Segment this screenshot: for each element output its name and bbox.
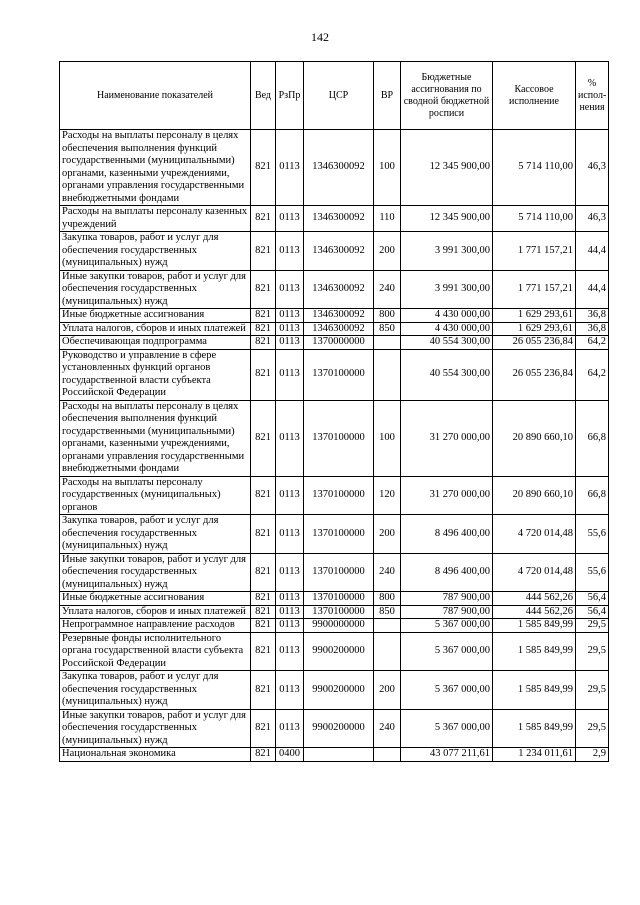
row-percent: 46,3 — [576, 206, 609, 232]
row-cash: 5 714 110,00 — [493, 206, 576, 232]
row-cash: 1 629 293,61 — [493, 322, 576, 336]
row-csr: 1346300092 — [304, 130, 374, 206]
row-csr: 1370100000 — [304, 553, 374, 592]
row-name: Закупка товаров, работ и услуг для обеспечения государственных (муниципальных) нужд — [60, 515, 251, 554]
row-assigned: 3 991 300,00 — [401, 232, 493, 271]
row-rzpr: 0113 — [276, 619, 304, 633]
row-vr: 200 — [374, 515, 401, 554]
row-cash: 1 629 293,61 — [493, 309, 576, 323]
row-name: Иные бюджетные ассигнования — [60, 309, 251, 323]
row-percent: 29,5 — [576, 632, 609, 671]
row-name: Закупка товаров, работ и услуг для обеспечения государственных (муниципальных) нужд — [60, 232, 251, 271]
table-header-row — [60, 62, 609, 130]
row-cash: 4 720 014,48 — [493, 515, 576, 554]
row-ved: 821 — [251, 619, 276, 633]
table-row — [60, 709, 609, 748]
header-percent: % испол-нения — [576, 62, 609, 130]
table-row — [60, 592, 609, 606]
row-rzpr: 0113 — [276, 130, 304, 206]
row-csr: 1346300092 — [304, 309, 374, 323]
row-csr: 1346300092 — [304, 322, 374, 336]
row-percent: 55,6 — [576, 553, 609, 592]
table-row — [60, 476, 609, 515]
row-cash: 20 890 660,10 — [493, 400, 576, 476]
row-vr: 800 — [374, 309, 401, 323]
row-ved: 821 — [251, 605, 276, 619]
row-ved: 821 — [251, 515, 276, 554]
row-percent: 36,8 — [576, 322, 609, 336]
row-cash: 1 771 157,21 — [493, 232, 576, 271]
row-csr: 1346300092 — [304, 206, 374, 232]
row-assigned: 8 496 400,00 — [401, 553, 493, 592]
row-ved: 821 — [251, 130, 276, 206]
row-assigned: 5 367 000,00 — [401, 632, 493, 671]
row-rzpr: 0113 — [276, 632, 304, 671]
row-vr: 850 — [374, 322, 401, 336]
row-rzpr: 0113 — [276, 515, 304, 554]
row-assigned: 4 430 000,00 — [401, 309, 493, 323]
row-ved: 821 — [251, 553, 276, 592]
row-rzpr: 0113 — [276, 400, 304, 476]
row-name: Резервные фонды исполнительного органа государственной власти субъекта Российской Федерации — [60, 632, 251, 671]
row-ved: 821 — [251, 632, 276, 671]
row-assigned: 31 270 000,00 — [401, 400, 493, 476]
row-ved: 821 — [251, 322, 276, 336]
row-vr: 100 — [374, 400, 401, 476]
row-rzpr: 0113 — [276, 270, 304, 309]
row-csr: 1370100000 — [304, 605, 374, 619]
header-assigned: Бюджетные ассигнования по сводной бюджетной росписи — [401, 62, 493, 130]
row-cash: 444 562,26 — [493, 605, 576, 619]
row-percent: 29,5 — [576, 671, 609, 710]
row-assigned: 31 270 000,00 — [401, 476, 493, 515]
row-percent: 2,9 — [576, 748, 609, 762]
table-row — [60, 671, 609, 710]
header-cash: Кассовое исполнение — [493, 62, 576, 130]
row-name: Закупка товаров, работ и услуг для обеспечения государственных (муниципальных) нужд — [60, 671, 251, 710]
row-assigned: 40 554 300,00 — [401, 349, 493, 400]
row-vr: 850 — [374, 605, 401, 619]
table-row — [60, 605, 609, 619]
row-csr: 1346300092 — [304, 270, 374, 309]
row-cash: 1 585 849,99 — [493, 671, 576, 710]
row-cash: 20 890 660,10 — [493, 476, 576, 515]
row-name: Расходы на выплаты персоналу в целях обеспечения выполнения функций государственными (муниципальными) органами, казенными учреждениями, органами управления государственными внебюджетными фондами — [60, 400, 251, 476]
table-row — [60, 632, 609, 671]
row-ved: 821 — [251, 349, 276, 400]
row-ved: 821 — [251, 671, 276, 710]
row-csr: 1370100000 — [304, 349, 374, 400]
row-vr: 120 — [374, 476, 401, 515]
row-assigned: 12 345 900,00 — [401, 206, 493, 232]
table-row — [60, 130, 609, 206]
table-row — [60, 322, 609, 336]
row-name: Иные закупки товаров, работ и услуг для обеспечения государственных (муниципальных) нужд — [60, 270, 251, 309]
row-vr: 110 — [374, 206, 401, 232]
row-percent: 55,6 — [576, 515, 609, 554]
row-assigned: 4 430 000,00 — [401, 322, 493, 336]
row-vr — [374, 748, 401, 762]
row-percent: 46,3 — [576, 130, 609, 206]
table-row — [60, 553, 609, 592]
row-name: Обеспечивающая подпрограмма — [60, 336, 251, 350]
row-name: Руководство и управление в сфере установленных функций органов государственной власти субъекта Российской Федерации — [60, 349, 251, 400]
row-ved: 821 — [251, 232, 276, 271]
row-rzpr: 0113 — [276, 476, 304, 515]
header-ved: Вед — [251, 62, 276, 130]
row-percent: 44,4 — [576, 232, 609, 271]
row-ved: 821 — [251, 709, 276, 748]
header-rzpr: РзПр — [276, 62, 304, 130]
row-ved: 821 — [251, 592, 276, 606]
row-assigned: 5 367 000,00 — [401, 671, 493, 710]
row-ved: 821 — [251, 309, 276, 323]
row-vr: 200 — [374, 232, 401, 271]
row-cash: 1 585 849,99 — [493, 632, 576, 671]
row-rzpr: 0113 — [276, 605, 304, 619]
row-percent: 66,8 — [576, 476, 609, 515]
row-assigned: 12 345 900,00 — [401, 130, 493, 206]
row-csr: 1370100000 — [304, 592, 374, 606]
header-name: Наименование показателей — [60, 62, 251, 130]
row-rzpr: 0113 — [276, 336, 304, 350]
row-csr: 9900200000 — [304, 632, 374, 671]
table-row — [60, 232, 609, 271]
row-rzpr: 0113 — [276, 349, 304, 400]
row-cash: 1 234 011,61 — [493, 748, 576, 762]
row-csr: 1370000000 — [304, 336, 374, 350]
row-csr: 9900200000 — [304, 671, 374, 710]
row-csr: 1346300092 — [304, 232, 374, 271]
header-vr: ВР — [374, 62, 401, 130]
row-name: Уплата налогов, сборов и иных платежей — [60, 605, 251, 619]
row-rzpr: 0113 — [276, 322, 304, 336]
row-name: Национальная экономика — [60, 748, 251, 762]
row-percent: 66,8 — [576, 400, 609, 476]
row-percent: 36,8 — [576, 309, 609, 323]
row-percent: 44,4 — [576, 270, 609, 309]
row-cash: 26 055 236,84 — [493, 349, 576, 400]
row-percent: 56,4 — [576, 605, 609, 619]
budget-table — [59, 61, 609, 762]
row-rzpr: 0113 — [276, 232, 304, 271]
row-assigned: 40 554 300,00 — [401, 336, 493, 350]
row-vr: 240 — [374, 709, 401, 748]
row-name: Иные бюджетные ассигнования — [60, 592, 251, 606]
row-rzpr: 0400 — [276, 748, 304, 762]
row-vr — [374, 619, 401, 633]
table-row — [60, 270, 609, 309]
row-vr: 240 — [374, 270, 401, 309]
row-assigned: 5 367 000,00 — [401, 619, 493, 633]
table-row — [60, 309, 609, 323]
row-vr — [374, 336, 401, 350]
row-ved: 821 — [251, 476, 276, 515]
row-csr — [304, 748, 374, 762]
row-name: Иные закупки товаров, работ и услуг для обеспечения государственных (муниципальных) нужд — [60, 553, 251, 592]
row-assigned: 8 496 400,00 — [401, 515, 493, 554]
row-ved: 821 — [251, 270, 276, 309]
row-assigned: 3 991 300,00 — [401, 270, 493, 309]
table-row — [60, 336, 609, 350]
row-percent: 29,5 — [576, 709, 609, 748]
row-cash: 1 585 849,99 — [493, 619, 576, 633]
row-rzpr: 0113 — [276, 206, 304, 232]
row-name: Иные закупки товаров, работ и услуг для обеспечения государственных (муниципальных) нужд — [60, 709, 251, 748]
row-name: Уплата налогов, сборов и иных платежей — [60, 322, 251, 336]
row-vr — [374, 349, 401, 400]
row-vr: 800 — [374, 592, 401, 606]
row-ved: 821 — [251, 400, 276, 476]
row-rzpr: 0113 — [276, 309, 304, 323]
row-cash: 1 585 849,99 — [493, 709, 576, 748]
row-vr: 100 — [374, 130, 401, 206]
row-ved: 821 — [251, 206, 276, 232]
row-assigned: 787 900,00 — [401, 592, 493, 606]
row-vr — [374, 632, 401, 671]
row-rzpr: 0113 — [276, 553, 304, 592]
header-csr: ЦСР — [304, 62, 374, 130]
row-csr: 1370100000 — [304, 476, 374, 515]
row-cash: 4 720 014,48 — [493, 553, 576, 592]
table-row — [60, 619, 609, 633]
row-name: Расходы на выплаты персоналу казенных учреждений — [60, 206, 251, 232]
row-percent: 56,4 — [576, 592, 609, 606]
table-row — [60, 400, 609, 476]
table-row — [60, 748, 609, 762]
row-vr: 240 — [374, 553, 401, 592]
row-percent: 64,2 — [576, 336, 609, 350]
row-percent: 64,2 — [576, 349, 609, 400]
row-percent: 29,5 — [576, 619, 609, 633]
row-rzpr: 0113 — [276, 709, 304, 748]
row-ved: 821 — [251, 336, 276, 350]
row-rzpr: 0113 — [276, 671, 304, 710]
row-ved: 821 — [251, 748, 276, 762]
row-assigned: 43 077 211,61 — [401, 748, 493, 762]
row-csr: 9900200000 — [304, 709, 374, 748]
table-row — [60, 515, 609, 554]
row-csr: 1370100000 — [304, 400, 374, 476]
row-name: Непрограммное направление расходов — [60, 619, 251, 633]
row-cash: 1 771 157,21 — [493, 270, 576, 309]
table-row — [60, 206, 609, 232]
page-number: 142 — [311, 30, 329, 44]
table-row — [60, 349, 609, 400]
row-csr: 9900000000 — [304, 619, 374, 633]
row-assigned: 787 900,00 — [401, 605, 493, 619]
row-cash: 444 562,26 — [493, 592, 576, 606]
row-cash: 5 714 110,00 — [493, 130, 576, 206]
row-cash: 26 055 236,84 — [493, 336, 576, 350]
row-name: Расходы на выплаты персоналу в целях обеспечения выполнения функций государственными (муниципальными) органами, казенными учреждениями, органами управления государственными внебюджетными фондами — [60, 130, 251, 206]
row-name: Расходы на выплаты персоналу государственных (муниципальных) органов — [60, 476, 251, 515]
row-assigned: 5 367 000,00 — [401, 709, 493, 748]
row-csr: 1370100000 — [304, 515, 374, 554]
row-rzpr: 0113 — [276, 592, 304, 606]
row-vr: 200 — [374, 671, 401, 710]
